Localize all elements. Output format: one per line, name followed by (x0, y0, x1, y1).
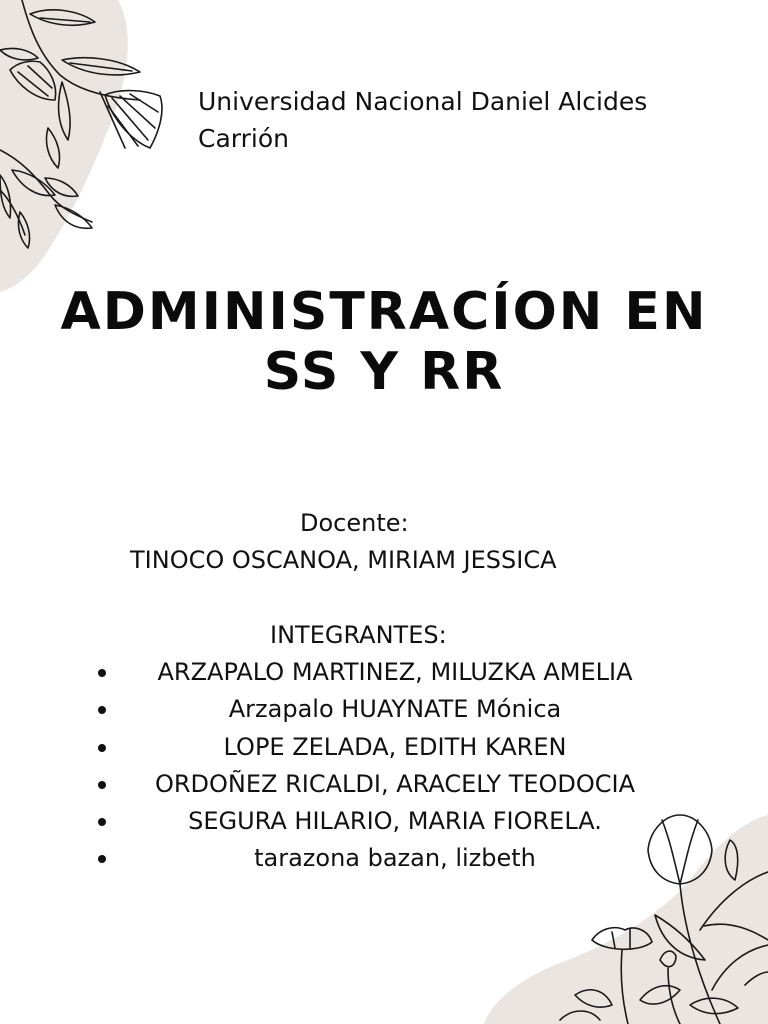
bullet-icon (98, 744, 106, 752)
university-name: Universidad Nacional Daniel Alcides Carrión (198, 87, 648, 153)
list-item (90, 654, 690, 691)
member-name: LOPE ZELADA, EDITH KAREN (223, 732, 567, 761)
bullet-icon (98, 706, 106, 714)
bullet-icon (98, 669, 106, 677)
teacher-label: Docente: (300, 509, 409, 537)
member-name: ARZAPALO MARTINEZ, MILUZKA AMELIA (157, 658, 633, 686)
document-title (40, 282, 728, 402)
list-item (90, 803, 690, 840)
members-list (90, 654, 690, 878)
list-item (90, 729, 690, 766)
list-item (90, 766, 690, 803)
bullet-icon (98, 781, 106, 789)
member-name: ORDOÑEZ RICALDI, ARACELY TEODOCIA (154, 769, 636, 798)
bullet-icon (98, 818, 106, 826)
members-label: INTEGRANTES: (270, 621, 447, 649)
document-title-line-1: ADMINISTRACÍON EN (60, 282, 708, 342)
list-item (90, 840, 690, 877)
list-item (90, 691, 690, 728)
teacher-name: TINOCO OSCANOA, MIRIAM JESSICA (130, 546, 557, 574)
bullet-icon (98, 855, 106, 863)
document-title-line-2: SS Y RR (263, 342, 505, 402)
top-left-blob (0, 0, 128, 292)
member-name: SEGURA HILARIO, MARIA FIORELA. (188, 807, 602, 836)
member-name: Arzapalo HUAYNATE Mónica (228, 695, 562, 724)
member-name: tarazona bazan, lizbeth (254, 844, 536, 873)
